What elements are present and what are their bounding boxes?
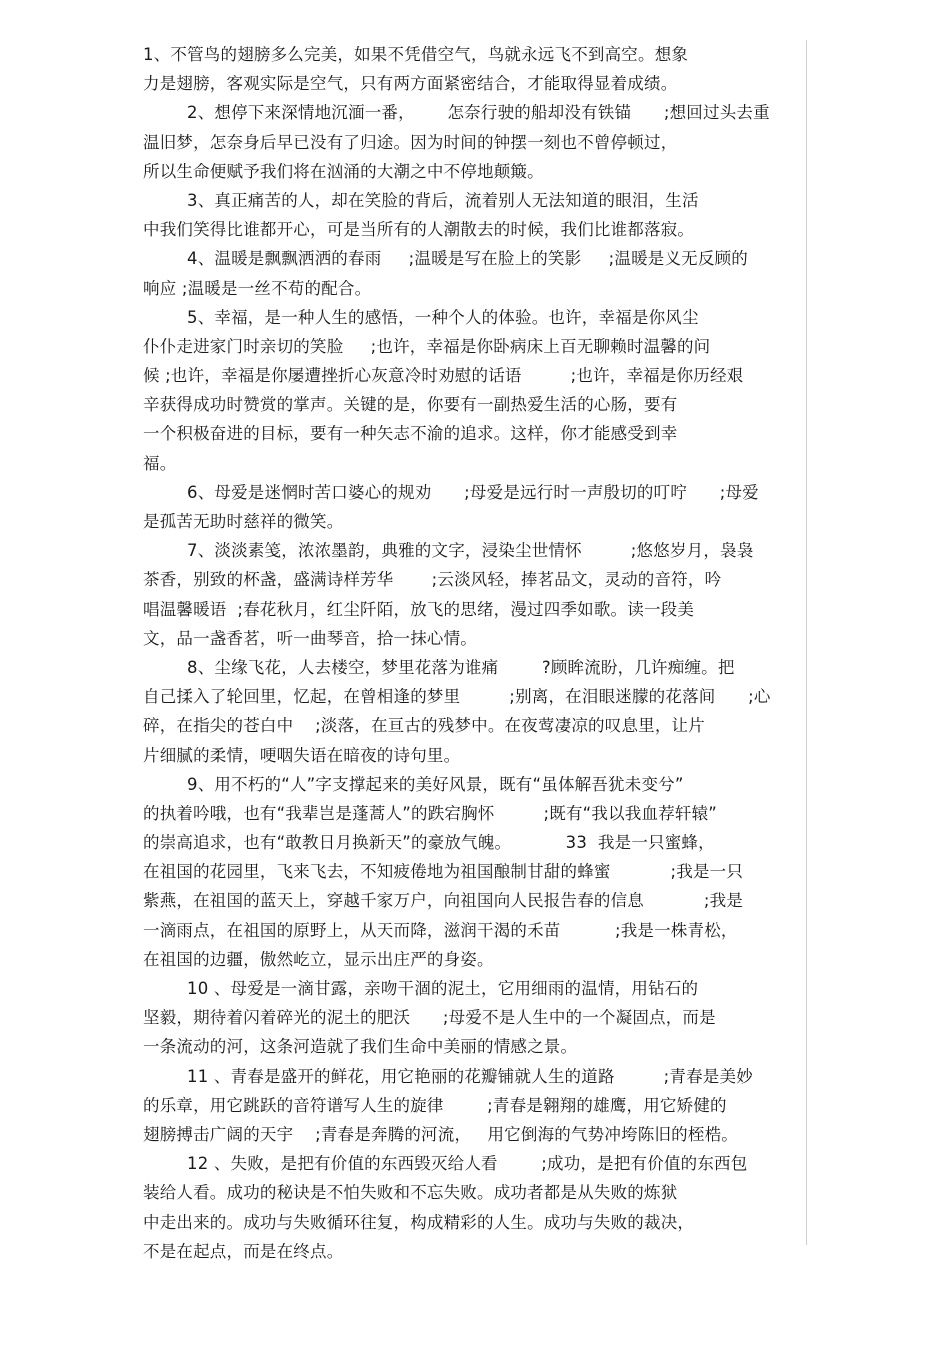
text-line: 1、不管鸟的翅膀多么完美，如果不凭借空气，鸟就永远飞不到高空。想象 [143, 45, 689, 64]
text-line: 12 、失败，是把有价值的东西毁灭给人看 ;成功，是把有价值的东西包 [187, 1154, 748, 1174]
text-line: 辛获得成功时赞赏的掌声。关键的是，你要有一副热爱生活的心肠，要有 [143, 395, 678, 415]
text-line: 所以生命便赋予我们将在汹涌的大潮之中不停地颠簸。 [143, 161, 544, 181]
text-line: 力是翅膀，客观实际是空气，只有两方面紧密结合，才能取得显着成绩。 [143, 74, 678, 94]
text-line: 福。 [143, 453, 177, 473]
text-line: 的执着吟哦，也有“我辈岂是蓬蒿人”的跌宕胸怀 ;既有“我以我血荐轩辕” [143, 803, 718, 823]
text-line: 文，品一盏香茗，听一曲琴音，拾一抹心情。 [143, 628, 477, 648]
text-line: 一条流动的河，这条河造就了我们生命中美丽的情感之景。 [143, 1037, 578, 1057]
text-line: 6、母爱是迷惘时苦口婆心的规劝 ;母爱是远行时一声殷切的叮咛 ;母爱 [187, 482, 759, 502]
text-line: 紫燕，在祖国的蓝天上，穿越千家万户，向祖国向人民报告春的信息 ;我是 [143, 891, 744, 911]
text-line: 是孤苦无助时慈祥的微笑。 [143, 512, 344, 531]
text-line: 中走出来的。成功与失败循环往复，构成精彩的人生。成功与失败的裁决， [143, 1212, 695, 1232]
text-line: 的崇高追求，也有“敢教日月换新天”的豪放气魄。 33 我是一只蜜蜂， [143, 833, 715, 853]
text-line: 7、淡淡素笺，浓浓墨韵，典雅的文字，浸染尘世情怀 ;悠悠岁月，袅袅 [187, 541, 754, 561]
text-line: 2、想停下来深情地沉湎一番， 怎奈行驶的船却没有铁锚 ;想回过头去重 [187, 103, 770, 123]
text-line: 的乐章，用它跳跃的音符谱写人生的旋律 ;青春是翱翔的雄鹰，用它矫健的 [143, 1095, 727, 1115]
text-line: 装给人看。成功的秘诀是不怕失败和不忘失败。成功者都是从失败的炼狱 [143, 1183, 678, 1203]
text-line: 片细腻的柔情，哽咽失语在暗夜的诗句里。 [143, 745, 461, 765]
text-line: 中我们笑得比谁都开心，可是当所有的人潮散去的时候，我们比谁都落寂。 [143, 220, 695, 240]
text-line: 自己揉入了轮回里，忆起，在曾相逢的梦里 ;别离，在泪眼迷朦的花落间 ;心 [143, 687, 771, 707]
text-line: 一个积极奋进的目标，要有一种矢志不渝的追求。这样，你才能感受到幸 [143, 424, 678, 444]
text-line: 9、用不朽的“人”字支撑起来的美好风景，既有“虽体解吾犹未变兮” [187, 774, 684, 794]
text-line: 5、幸福，是一种人生的感悟，一种个人的体验。也许，幸福是你风尘 [187, 307, 699, 327]
text-line: 碎，在指尖的苍白中 ;淡落，在亘古的残梦中。在夜莺凄凉的叹息里，让片 [143, 716, 705, 736]
text-line: 响应 ;温暖是一丝不苟的配合。 [143, 278, 372, 298]
text-line: 3、真正痛苦的人，却在笑脸的背后，流着别人无法知道的眼泪，生活 [187, 190, 699, 210]
text-line: 11 、青春是盛开的鲜花，用它艳丽的花瓣铺就人生的道路 ;青春是美妙 [187, 1066, 753, 1086]
text-line: 唱温馨暖语 ;春花秋月，红尘阡陌，放飞的思绪，漫过四季如歌。读一段美 [143, 599, 695, 619]
text-line: 坚毅，期待着闪着碎光的泥土的肥沃 ;母爱不是人生中的一个凝固点，而是 [143, 1008, 716, 1028]
text-line: 8、尘缘飞花，人去楼空，梦里花落为谁痛 ?顾眸流盼，几许痴缠。把 [187, 657, 735, 677]
text-line: 仆仆走进家门时亲切的笑脸 ;也许，幸福是你卧病床上百无聊赖时温馨的问 [143, 336, 711, 356]
text-line: 10 、母爱是一滴甘露，亲吻干涸的泥土，它用细雨的温情，用钻石的 [187, 979, 699, 998]
text-line: 温旧梦，怎奈身后早已没有了归途。因为时间的钟摆一刻也不曾停顿过， [143, 132, 678, 152]
text-line: 在祖国的边疆，傲然屹立，显示出庄严的身姿。 [143, 949, 494, 969]
text-line: 翅膀搏击广阔的天宇 ;青春是奔腾的河流， 用它倒海的气势冲垮陈旧的桎梏。 [143, 1124, 738, 1144]
text-line: 不是在起点，而是在终点。 [143, 1241, 344, 1261]
text-line: 候 ;也许，幸福是你屡遭挫折心灰意冷时劝慰的话语 ;也许，幸福是你历经艰 [143, 366, 744, 386]
text-line: 一滴雨点，在祖国的原野上，从天而降，滋润干渴的禾苗 ;我是一株青松， [143, 920, 738, 940]
document-body [143, 40, 823, 1266]
text-line: 在祖国的花园里，飞来飞去，不知疲倦地为祖国酿制甘甜的蜂蜜 ;我是一只 [143, 862, 744, 882]
text-line: 4、温暖是飘飘洒洒的春雨 ;温暖是写在脸上的笑影 ;温暖是义无反顾的 [187, 249, 748, 269]
text-line: 茶香，别致的杯盏，盛满诗样芳华 ;云淡风轻，捧茗品文，灵动的音符，吟 [143, 570, 722, 590]
